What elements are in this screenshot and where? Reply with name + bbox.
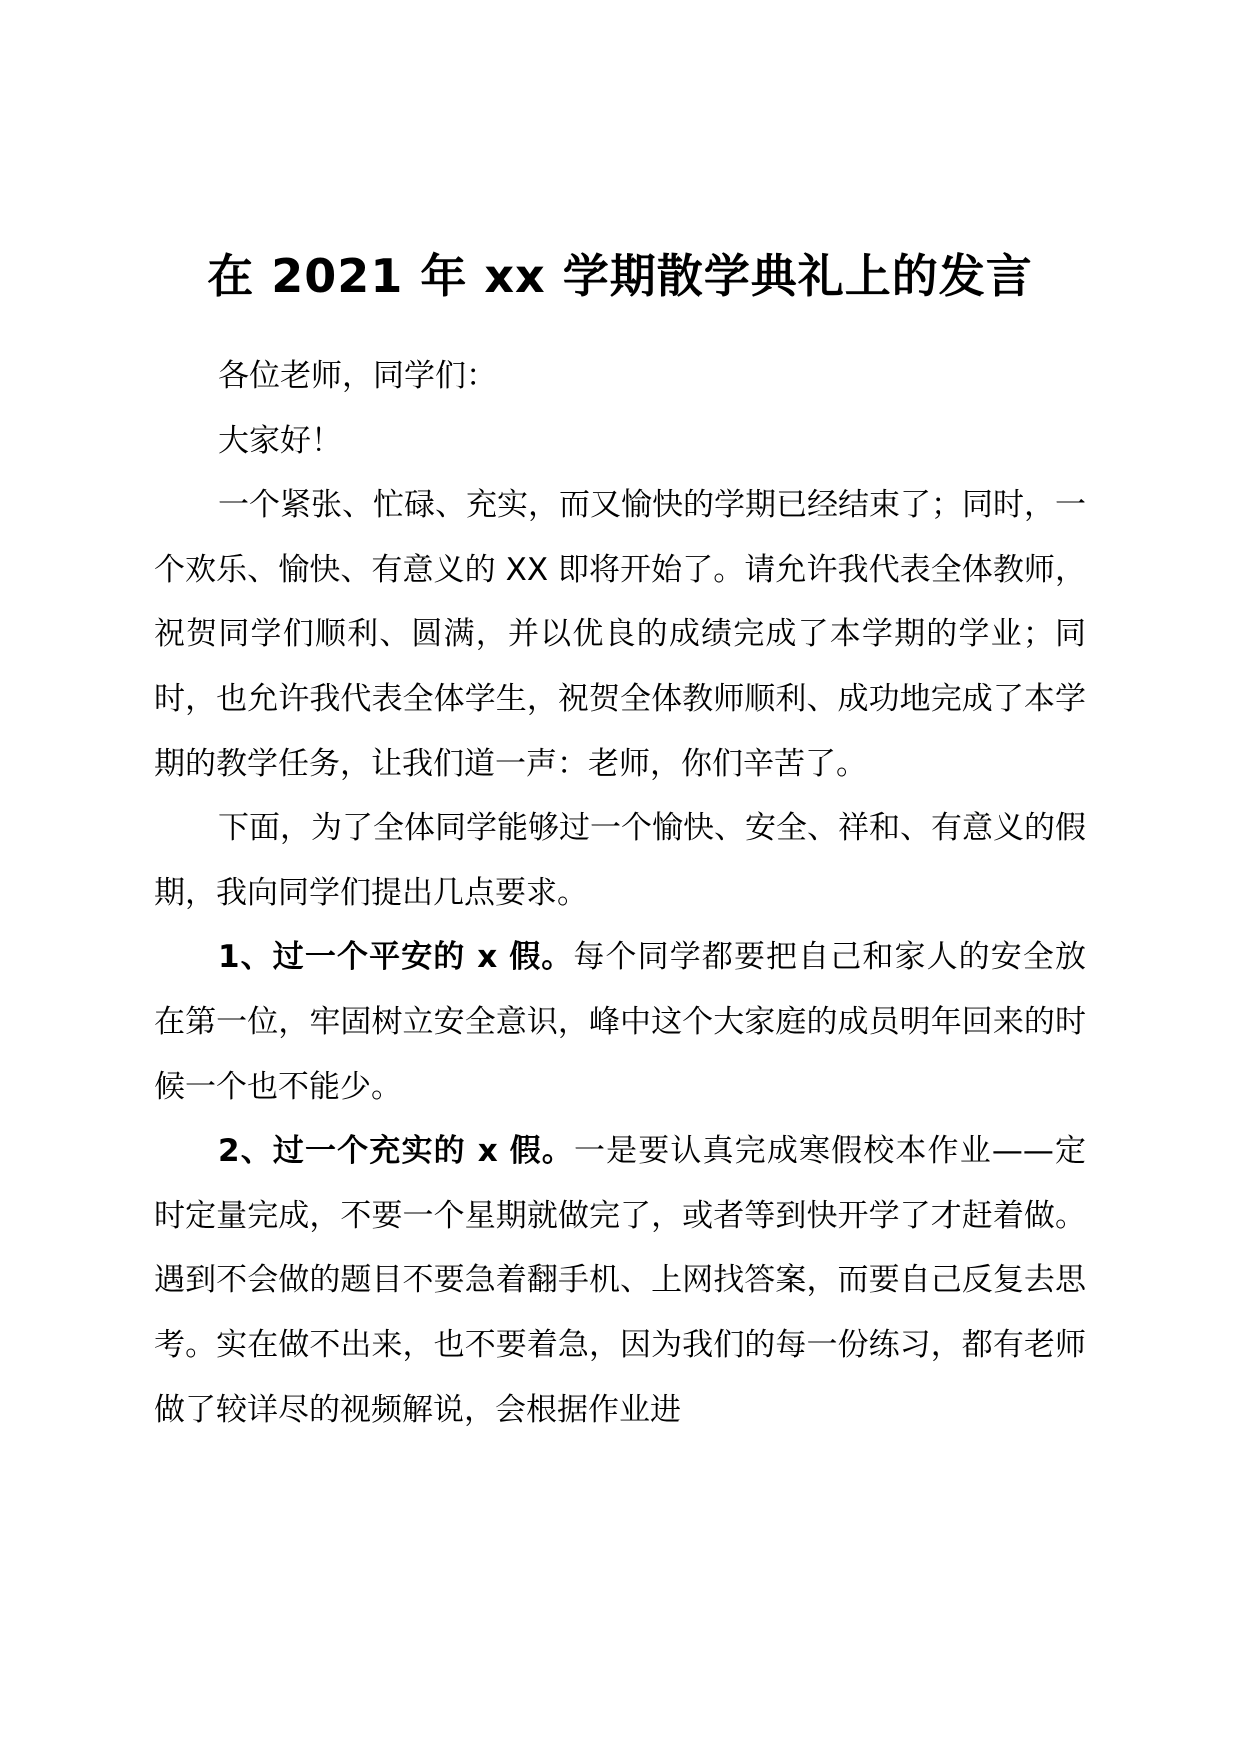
- document-title: 在 2021 年 xx 学期散学典礼上的发言: [207, 249, 1033, 303]
- requirement-text: 每个同学都要把自己和家人的安全放在第一位，牢固树立安全意识，峰中这个大家庭的成员明年回来的时候一个也不能少。: [154, 939, 1087, 1105]
- requirement-text: 一是要认真完成寒假校本作业——定时定量完成，不要一个星期就做完了，或者等到快开学了才赶着做。遇到不会做的题目不要急着翻手机、上网找答案，而要自己反复去思考。实在做不出来，也不要着急，因为我们的每一份练习，都有老师做了较详尽的视频解说，会根据作业进: [154, 1133, 1087, 1428]
- requirement-heading: 1、过一个平安的 x 假。: [218, 939, 574, 976]
- requirement-item: [154, 925, 1086, 1119]
- body-paragraph: 一个紧张、忙碌、充实，而又愉快的学期已经结束了；同时，一个欢乐、愉快、有意义的 XX 即将开始了。请允许我代表全体教师，祝贺同学们顺利、圆满，并以优良的成绩完成了本学期的学业；同时，也允许我代表全体学生，祝贺全体教师顺利、成功地完成了本学期的教学任务，让我们道一声：老师，你们辛苦了。: [154, 487, 1086, 782]
- greeting-paragraph: 各位老师，同学们：: [218, 358, 497, 394]
- requirement-heading: 2、过一个充实的 x 假。: [218, 1133, 574, 1170]
- requirement-item: [154, 1119, 1086, 1442]
- salutation-paragraph: 大家好！: [218, 422, 342, 459]
- document-body: [154, 344, 1086, 1442]
- body-paragraph: 下面，为了全体同学能够过一个愉快、安全、祥和、有意义的假期，我向同学们提出几点要求。: [154, 810, 1086, 911]
